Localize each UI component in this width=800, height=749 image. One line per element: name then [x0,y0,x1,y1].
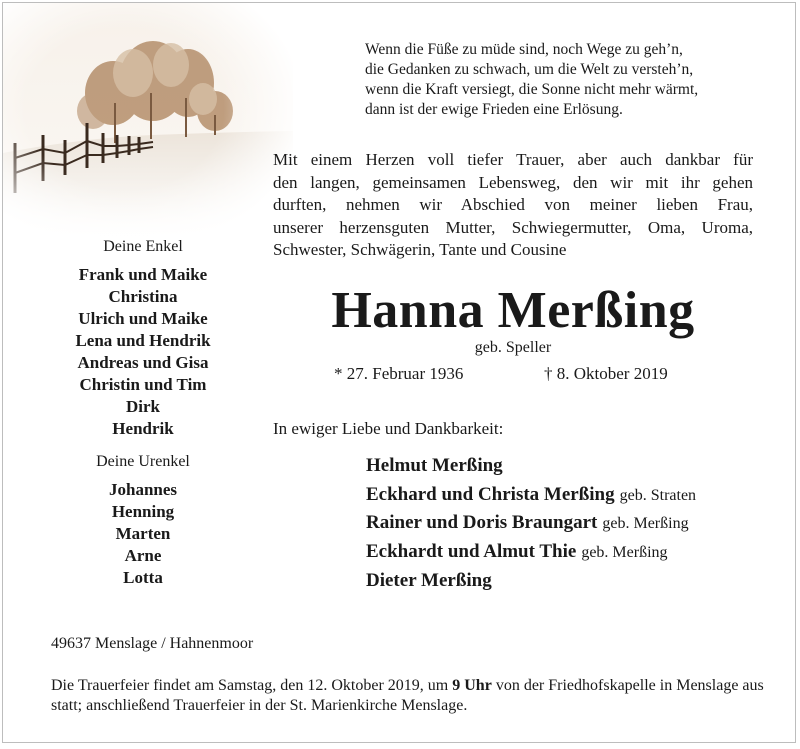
grandchild-name: Christina [108,287,178,306]
deceased-name: Hanna Merßing [331,282,695,339]
grandchild-name: Frank und Maike [78,265,208,284]
service-info [51,676,771,716]
great-grandchild-name: Arne [124,546,162,565]
obituary-notice [2,2,796,743]
family-member [366,538,786,567]
spacer [48,440,238,452]
poem-line: die Gedanken zu schwach, um die Welt zu versteh’n, [365,61,694,78]
family-list [366,452,786,595]
family-member-name: Dieter Merßing [366,569,492,591]
grandchild-name: Christin und Tim [79,375,207,394]
descendants-column [48,237,238,589]
family-member-name: Eckhardt und Almut Thie [366,541,577,563]
poem-line: Wenn die Füße zu müde sind, noch Wege zu geh’n, [365,41,683,58]
poem-line: wenn die Kraft versiegt, die Sonne nicht mehr wärmt, [365,81,699,98]
family-intro: In ewiger Liebe und Dankbarkeit: [273,419,504,438]
intro-paragraph [273,149,753,262]
service-text: Die Trauerfeier findet am Samstag, den 12. Oktober 2019, um [51,677,453,694]
death-date: † 8. Oktober 2019 [544,364,668,383]
maiden-name: geb. Speller [474,339,552,356]
birth-date: * 27. Februar 1936 [334,364,464,383]
family-member [366,481,786,510]
intro-line: unserer herzensguten Mutter, Schwiegermutter, Oma, Uroma, [273,217,753,237]
grandchildren-list [48,264,238,440]
great-grandchildren-list [48,479,238,589]
winter-landscape-photo [3,3,293,238]
grandchild-name: Andreas und Gisa [77,353,209,372]
intro-line: Mit einem Herzen voll tiefer Trauer, aber auch dankbar für [273,150,753,169]
family-member-nee: geb. Merßing [581,544,668,562]
great-grandchild-name: Lotta [123,568,163,587]
family-member-name: Helmut Merßing [366,455,503,476]
grandchild-name: Ulrich und Maike [78,309,208,328]
family-member-nee: geb. Merßing [602,515,689,533]
family-member-name: Eckhard und Christa Merßing [366,483,615,505]
poem-line: dann ist der ewige Frieden eine Erlösung. [365,101,623,118]
great-grandchild-name: Marten [115,524,171,543]
poem [365,40,785,120]
service-time: 9 Uhr [452,677,492,694]
family-member-nee: geb. Straten [619,486,697,504]
family-member [366,567,786,596]
grandchild-name: Dirk [126,397,160,416]
family-member [366,452,786,481]
family-member-name: Rainer und Doris Braungart [366,512,598,534]
grandchildren-heading: Deine Enkel [103,238,183,255]
grandchild-name: Lena und Hendrik [75,331,211,350]
family-member [366,509,786,538]
intro-line: Schwester, Schwägerin, Tante und Cousine [273,240,567,259]
great-grandchild-name: Johannes [108,480,178,499]
intro-line: den langen, gemeinsamen Lebensweg, den wir mit ihr gehen [273,172,753,192]
great-grandchild-name: Henning [111,502,175,521]
address: 49637 Menslage / Hahnenmoor [51,635,254,652]
great-grandchildren-heading: Deine Urenkel [96,453,190,470]
intro-line: durften, nehmen wir Abschied von meiner lieben Frau, [273,195,753,214]
service-text: von der Friedhofskapelle in Menslage aus statt; anschließend Trauerfeier in der St. Marienkirche Menslage. [51,677,764,714]
grandchild-name: Hendrik [112,419,174,438]
